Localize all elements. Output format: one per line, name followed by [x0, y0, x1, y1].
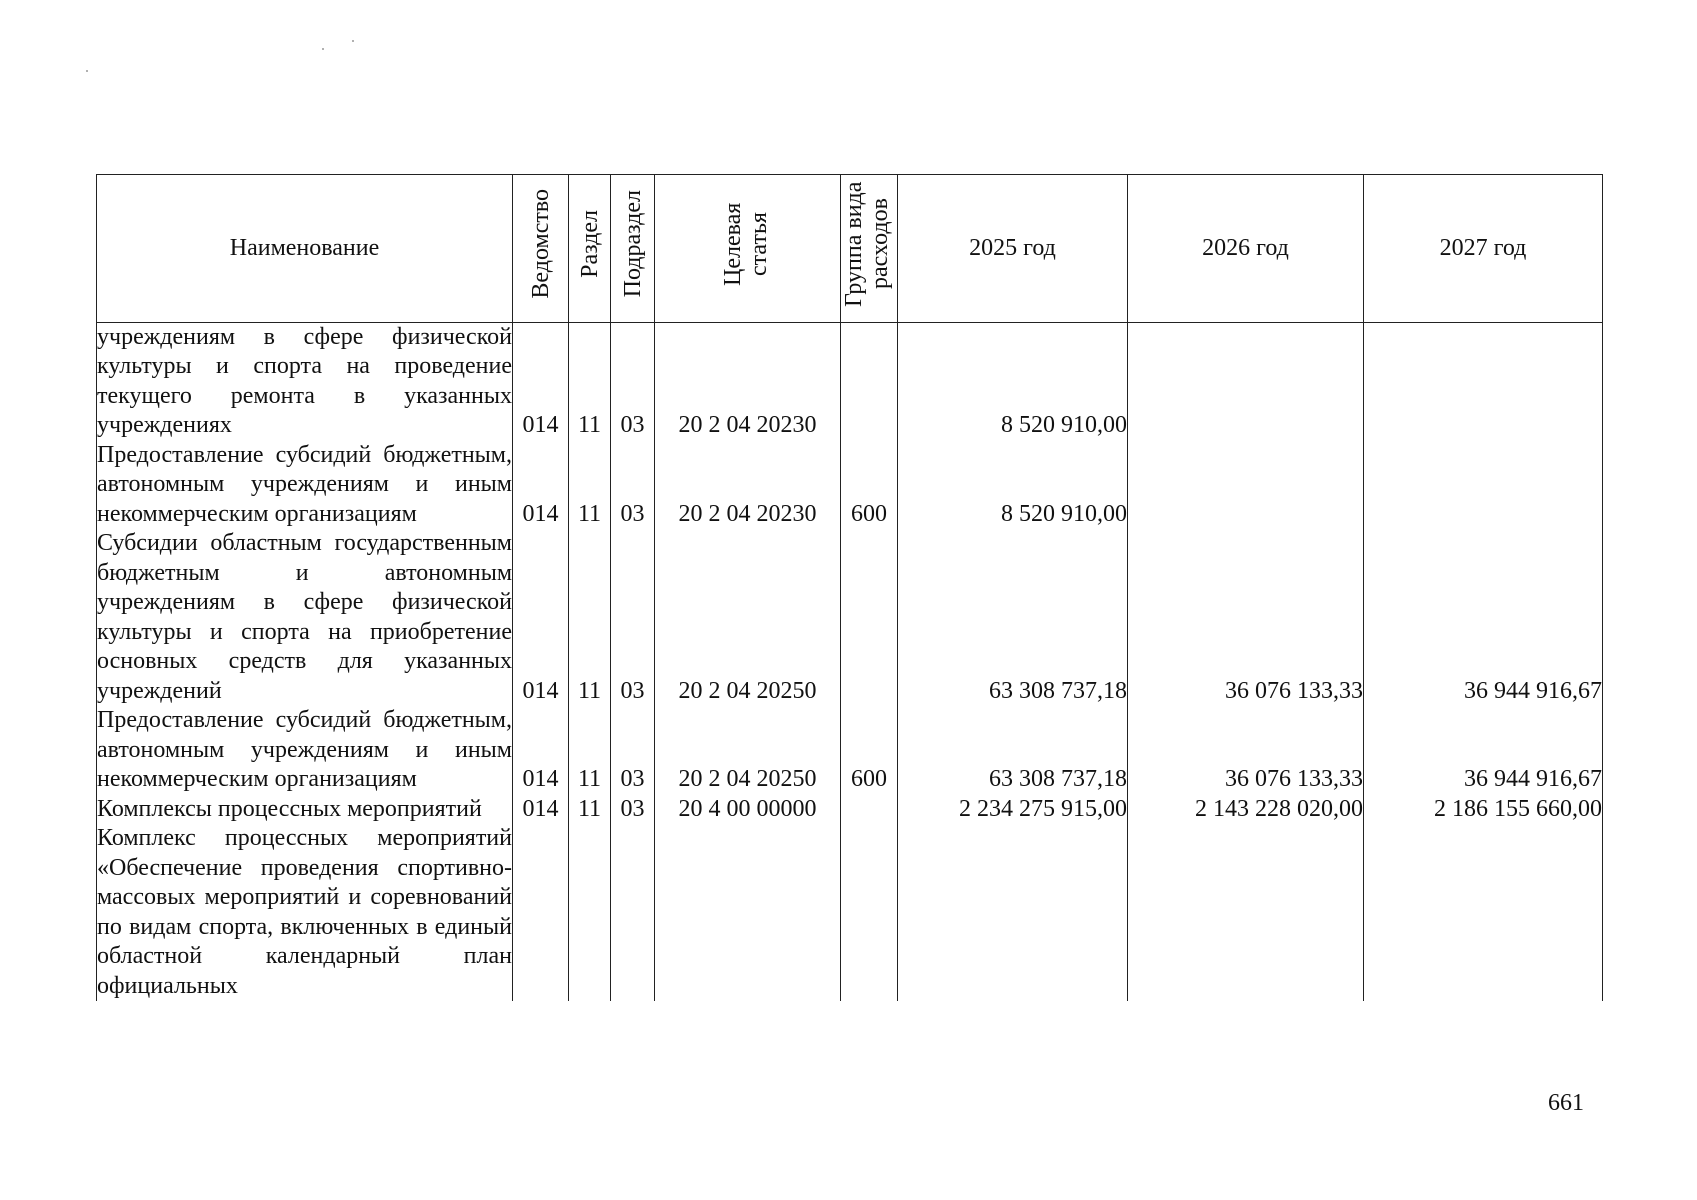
header-name: Наименование	[97, 175, 513, 323]
row-name: Субсидии областным государственным бюджетным и автономным учреждениям в сфере физической культуры и спорта на приобретение основных средств для указанных учреждений	[97, 529, 513, 706]
scan-speck	[352, 40, 354, 42]
row-razdel: 11	[569, 795, 611, 825]
row-podrazdel: 03	[611, 795, 655, 825]
row-2027	[1364, 441, 1603, 530]
header-podrazdel: Подраздел	[611, 175, 655, 323]
row-vedomstvo: 014	[513, 795, 569, 825]
table-row	[97, 529, 1603, 706]
budget-table	[96, 174, 1603, 1001]
row-razdel: 11	[569, 322, 611, 441]
row-vedomstvo: 014	[513, 706, 569, 795]
row-2026: 36 076 133,33	[1128, 529, 1364, 706]
header-vedomstvo: Ведомство	[513, 175, 569, 323]
row-razdel: 11	[569, 441, 611, 530]
row-podrazdel: 03	[611, 529, 655, 706]
row-podrazdel: 03	[611, 706, 655, 795]
row-gruppa	[841, 824, 898, 1001]
row-2026	[1128, 441, 1364, 530]
row-name: учреждениям в сфере физической культуры и спорта на проведение текущего ремонта в указанных учреждениях	[97, 322, 513, 441]
table-row	[97, 706, 1603, 795]
row-gruppa: 600	[841, 706, 898, 795]
header-gruppa: Группа вида расходов	[841, 175, 898, 323]
row-podrazdel: 03	[611, 322, 655, 441]
header-2026: 2026 год	[1128, 175, 1364, 323]
header-2025: 2025 год	[898, 175, 1128, 323]
header-razdel: Раздел	[569, 175, 611, 323]
header-2027: 2027 год	[1364, 175, 1603, 323]
row-podrazdel: 03	[611, 441, 655, 530]
row-gruppa	[841, 322, 898, 441]
row-2025: 2 234 275 915,00	[898, 795, 1128, 825]
row-2025: 63 308 737,18	[898, 706, 1128, 795]
row-celevaya: 20 2 04 20230	[655, 322, 841, 441]
row-celevaya: 20 4 00 00000	[655, 795, 841, 825]
row-gruppa	[841, 795, 898, 825]
row-name: Предоставление субсидий бюджетным, автономным учреждениям и иным некоммерческим организациям	[97, 706, 513, 795]
row-2026: 2 143 228 020,00	[1128, 795, 1364, 825]
table-row	[97, 824, 1603, 1001]
row-name: Предоставление субсидий бюджетным, автономным учреждениям и иным некоммерческим организациям	[97, 441, 513, 530]
row-2026: 36 076 133,33	[1128, 706, 1364, 795]
table-body	[97, 322, 1603, 1001]
row-celevaya: 20 2 04 20250	[655, 529, 841, 706]
header-celevaya: Целевая статья	[655, 175, 841, 323]
row-celevaya	[655, 824, 841, 1001]
table-row	[97, 795, 1603, 825]
row-2027	[1364, 824, 1603, 1001]
table-header	[97, 175, 1603, 323]
scan-speck	[322, 48, 324, 50]
row-razdel	[569, 824, 611, 1001]
row-razdel: 11	[569, 529, 611, 706]
row-gruppa: 600	[841, 441, 898, 530]
row-gruppa	[841, 529, 898, 706]
row-vedomstvo: 014	[513, 529, 569, 706]
row-2025: 8 520 910,00	[898, 441, 1128, 530]
row-2027	[1364, 322, 1603, 441]
row-2026	[1128, 824, 1364, 1001]
row-vedomstvo: 014	[513, 322, 569, 441]
row-vedomstvo: 014	[513, 441, 569, 530]
table-row	[97, 322, 1603, 441]
row-2026	[1128, 322, 1364, 441]
row-vedomstvo	[513, 824, 569, 1001]
row-2025: 63 308 737,18	[898, 529, 1128, 706]
row-razdel: 11	[569, 706, 611, 795]
row-2025: 8 520 910,00	[898, 322, 1128, 441]
page-number: 661	[1548, 1090, 1584, 1116]
row-2027: 36 944 916,67	[1364, 706, 1603, 795]
row-name: Комплекс процессных мероприятий «Обеспечение проведения спортивно-массовых мероприятий и соревнований по видам спорта, включенных в единый областной календарный план официальных	[97, 824, 513, 1001]
row-2027: 2 186 155 660,00	[1364, 795, 1603, 825]
row-podrazdel	[611, 824, 655, 1001]
scan-speck	[86, 70, 88, 72]
row-2027: 36 944 916,67	[1364, 529, 1603, 706]
row-2025	[898, 824, 1128, 1001]
row-name: Комплексы процессных мероприятий	[97, 795, 513, 825]
table-row	[97, 441, 1603, 530]
row-celevaya: 20 2 04 20250	[655, 706, 841, 795]
row-celevaya: 20 2 04 20230	[655, 441, 841, 530]
